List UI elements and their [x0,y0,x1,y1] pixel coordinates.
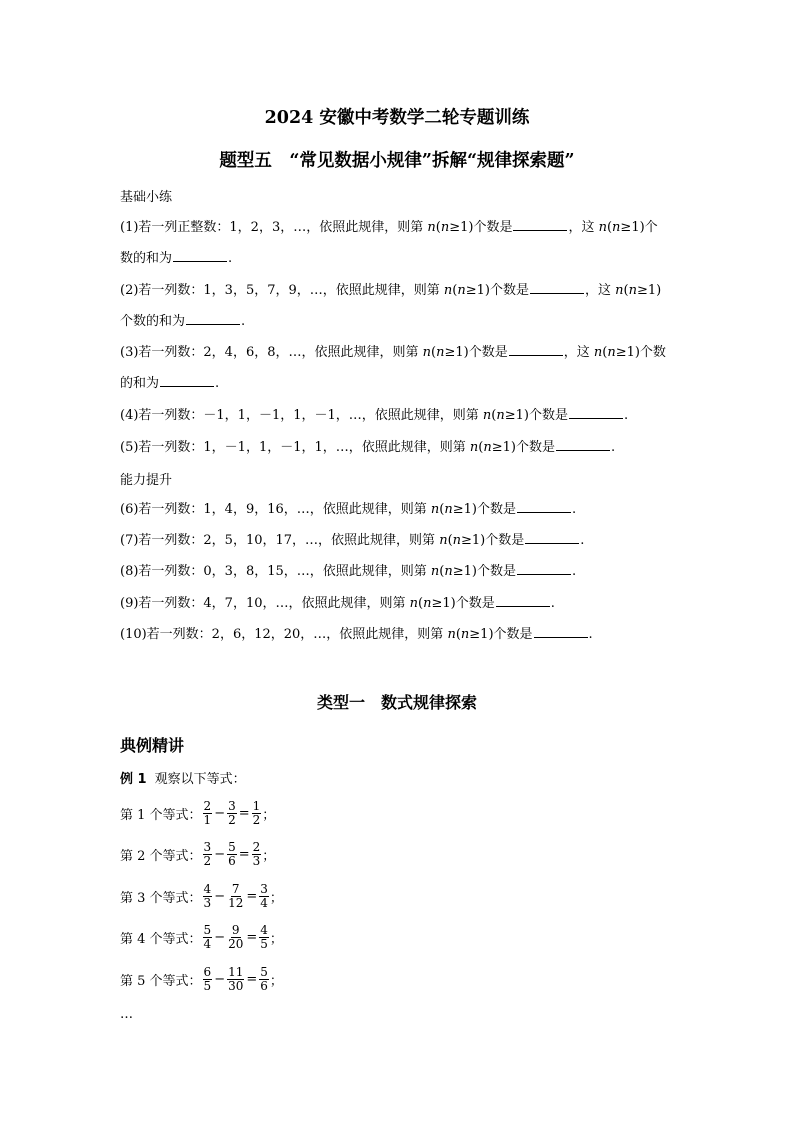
question-1-line-2: 数的和为 . [120,247,232,269]
example-label: 例 1 [120,772,147,787]
fraction: $\frac{1}{2}$ [252,799,261,827]
equation-label: 第 5 个等式： [120,974,202,989]
question-10: (10)若一列数：2，6，12，20，…，依照此规律，则第 n(n≥1)个数是 . [120,623,593,645]
question-2-line-1: (2)若一列数：1，3，5，7，9，…，依照此规律，则第 n(n≥1)个数是 ，这 n(n≥1) [120,279,661,301]
fraction: $\frac{9}{20}$ [228,923,244,951]
question-7: (7)若一列数：2，5，10，17，…，依照此规律，则第 n(n≥1)个数是 . [120,529,584,551]
question-2-line-2: 个数的和为 . [120,310,245,332]
question-5: (5)若一列数：1，－1，1，－1，1，…，依照此规律，则第 n(n≥1)个数是 . [120,436,615,458]
equation-label: 第 4 个等式： [120,932,202,947]
fraction: $\frac{3}{2}$ [203,840,212,868]
doc-title: 2024 安徽中考数学二轮专题训练 [264,108,530,128]
answer-blank[interactable] [569,404,623,419]
equation-label: 第 2 个等式： [120,849,202,864]
ellipsis: … [120,1007,133,1022]
type-one-heading: 类型一 数式规律探索 [316,693,477,712]
answer-blank[interactable] [530,279,584,294]
equals-sign: = [246,889,258,904]
equation-row [120,841,275,868]
answer-blank[interactable] [160,372,214,387]
example-intro: 例 1 观察以下等式： [120,772,246,787]
answer-blank[interactable] [173,247,227,262]
answer-blank[interactable] [517,498,571,513]
question-8: (8)若一列数：0，3，8，15，…，依照此规律，则第 n(n≥1)个数是 . [120,560,576,582]
fraction: $\frac{2}{3}$ [252,840,261,868]
equation-row [120,883,283,910]
fraction: $\frac{4}{5}$ [260,923,268,951]
equation-row [120,800,275,827]
question-1-line-1: (1)若一列正整数：1，2，3，…，依照此规律，则第 n(n≥1)个数是 ，这 n(n≥1)个 [120,216,658,238]
fraction: $\frac{5}{4}$ [203,923,212,951]
minus-sign: − [214,972,226,987]
equation-row [120,966,283,993]
fraction: $\frac{4}{3}$ [203,882,212,910]
section-basic-heading: 基础小练 [120,190,173,205]
answer-blank[interactable] [186,310,240,325]
fraction: $\frac{5}{6}$ [228,840,236,868]
semicolon: ； [269,932,283,947]
equals-sign: = [246,972,258,987]
minus-sign: − [214,889,226,904]
answer-blank[interactable] [556,436,610,451]
equation-row [120,924,283,951]
answer-blank[interactable] [496,592,550,607]
question-4: (4)若一列数：－1，1，－1，1，－1，…，依照此规律，则第 n(n≥1)个数是 . [120,404,628,426]
semicolon: ； [269,891,283,906]
semicolon: ； [262,808,276,823]
semicolon: ； [269,974,283,989]
equals-sign: = [238,847,250,862]
equals-sign: = [238,806,250,821]
fraction: $\frac{3}{4}$ [260,882,268,910]
equals-sign: = [246,930,258,945]
fraction: $\frac{3}{2}$ [228,799,236,827]
semicolon: ； [262,849,276,864]
answer-blank[interactable] [513,216,567,231]
fraction: $\frac{2}{1}$ [203,799,212,827]
question-9: (9)若一列数：4，7，10，…，依照此规律，则第 n(n≥1)个数是 . [120,592,555,614]
question-3-line-1: (3)若一列数：2，4，6，8，…，依照此规律，则第 n(n≥1)个数是 ，这 n(n≥1)个数 [120,341,666,363]
doc-subtitle: 题型五 “常见数据小规律”拆解“规律探索题” [219,151,575,171]
fraction: $\frac{6}{5}$ [203,965,212,993]
fraction: $\frac{11}{30}$ [228,965,244,993]
fraction: $\frac{7}{12}$ [228,882,244,910]
minus-sign: − [214,847,226,862]
question-3-line-2: 的和为 . [120,372,219,394]
equation-label: 第 1 个等式： [120,808,202,823]
question-6: (6)若一列数：1，4，9，16，…，依照此规律，则第 n(n≥1)个数是 . [120,498,576,520]
section-ability-heading: 能力提升 [120,473,173,488]
answer-blank[interactable] [525,529,579,544]
fraction: $\frac{5}{6}$ [260,965,268,993]
minus-sign: − [214,806,226,821]
equation-label: 第 3 个等式： [120,891,202,906]
answer-blank[interactable] [509,341,563,356]
minus-sign: − [214,930,226,945]
answer-blank[interactable] [517,560,571,575]
answer-blank[interactable] [534,623,588,638]
example-heading: 典例精讲 [120,736,185,755]
